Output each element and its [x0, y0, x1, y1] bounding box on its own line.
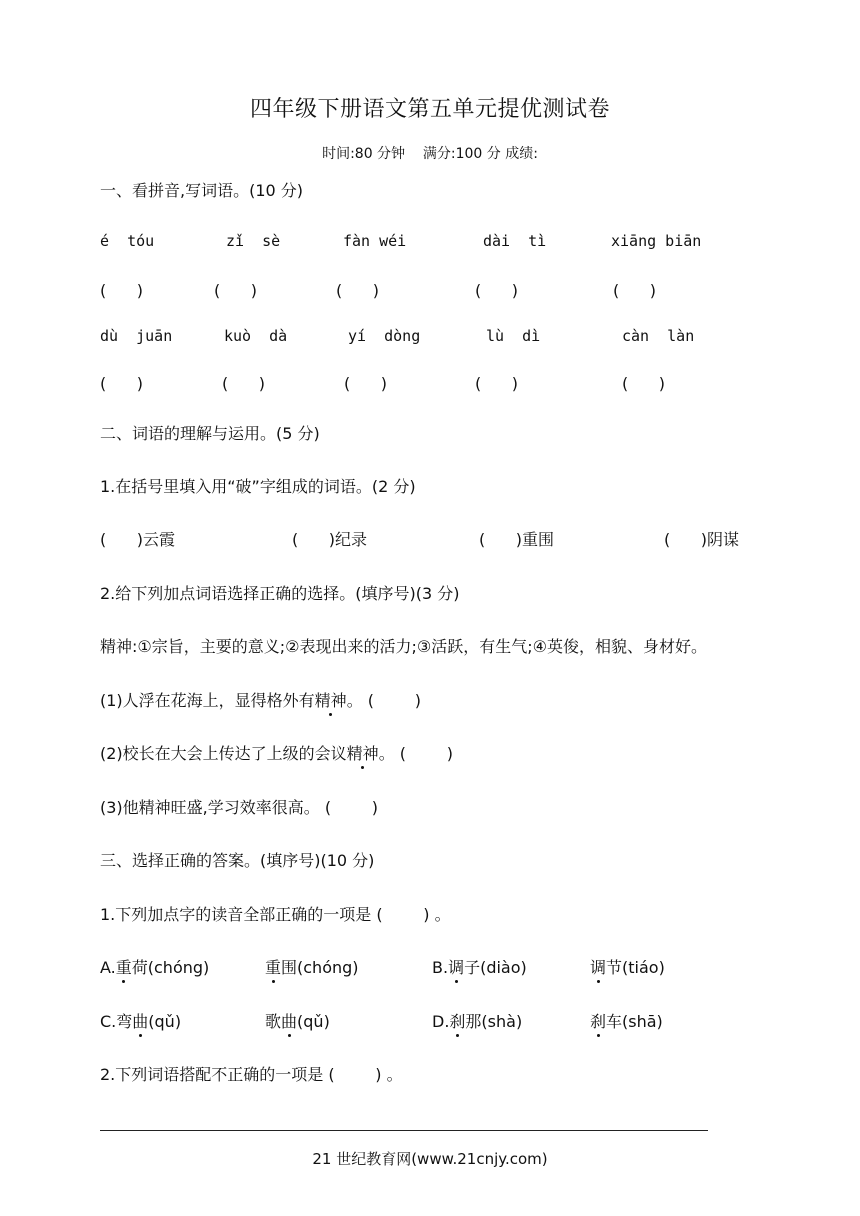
option-d-1[interactable]: [432, 1009, 522, 1032]
question-3-1-prompt: 1.下列加点字的读音全部正确的一项是 ( ) 。: [100, 905, 451, 924]
section1-heading: 一、看拼音,写词语。(10 分): [100, 181, 304, 200]
option-text: 荷(chóng): [131, 958, 210, 977]
answer-blank[interactable]: ( ): [100, 374, 143, 393]
pinyin-item: xiāng biān: [611, 232, 702, 250]
option-letter: A.: [100, 958, 116, 977]
answer-blank[interactable]: ( ): [613, 281, 656, 300]
section3-heading: 三、选择正确的答案。(填序号)(10 分): [100, 851, 375, 870]
sentence-3[interactable]: (3)他精神旺盛,学习效率很高。 ( ): [100, 798, 379, 817]
option-text: 那(shà): [465, 1012, 523, 1031]
option-text: 节(tiáo): [606, 958, 665, 977]
fill-item[interactable]: ( )纪录: [292, 530, 368, 549]
option-text: 车(shā): [606, 1012, 663, 1031]
pinyin-item: zǐ sè: [226, 232, 281, 250]
pinyin-item: é tóu: [100, 232, 155, 250]
dotted-char: 曲: [281, 1009, 297, 1032]
option-a-1[interactable]: [100, 955, 209, 978]
answer-blank[interactable]: ( ): [214, 281, 257, 300]
answer-blank[interactable]: ( ): [222, 374, 265, 393]
option-text: 子(diào): [464, 958, 527, 977]
sentence-1: [100, 688, 421, 711]
pinyin-item: dù juān: [100, 327, 173, 345]
fill-item[interactable]: ( )阴谋: [664, 530, 740, 549]
dotted-char: 调: [448, 955, 464, 978]
answer-blank[interactable]: ( ): [336, 281, 379, 300]
fill-item[interactable]: ( )云霞: [100, 530, 176, 549]
pinyin-item: lù dì: [486, 327, 541, 345]
sentence-text: (1)人浮在花海上，显得格外有: [100, 691, 315, 710]
dotted-char: 刹: [449, 1009, 465, 1032]
dotted-word: 精神: [347, 741, 379, 764]
option-letter: D.: [432, 1012, 450, 1031]
sentence-text: (2)校长在大会上传达了上级的会议: [100, 744, 347, 763]
pinyin-item: yí dòng: [348, 327, 421, 345]
answer-blank[interactable]: ( ): [100, 281, 143, 300]
question-3-2-prompt: 2.下列词语搭配不正确的一项是 ( ) 。: [100, 1065, 403, 1084]
dotted-char: 重: [116, 955, 132, 978]
option-letter: B.: [432, 958, 449, 977]
option-b-2[interactable]: [590, 955, 665, 978]
footer-divider: [100, 1130, 708, 1131]
option-a-2[interactable]: [265, 955, 359, 978]
option-letter: C.弯: [100, 1012, 133, 1031]
footer-source: 21 世纪教育网(www.21cnjy.com): [312, 1150, 548, 1168]
answer-blank[interactable]: 。 ( ): [378, 744, 453, 763]
question-2-2-prompt: 2.给下列加点词语选择正确的选择。(填序号)(3 分): [100, 584, 460, 603]
dotted-char: 曲: [132, 1009, 148, 1032]
option-text: 围(chóng): [281, 958, 359, 977]
answer-blank[interactable]: 。 ( ): [346, 691, 421, 710]
page-title: 四年级下册语文第五单元提优测试卷: [249, 97, 610, 122]
question-2-1-prompt: 1.在括号里填入用“破”字组成的词语。(2 分): [100, 477, 416, 496]
answer-blank[interactable]: ( ): [475, 281, 518, 300]
dotted-char: 调: [590, 955, 606, 978]
option-b-1[interactable]: [432, 955, 527, 978]
option-text: (qǔ): [148, 1012, 182, 1031]
answer-blank[interactable]: ( ): [344, 374, 387, 393]
answer-blank[interactable]: ( ): [475, 374, 518, 393]
definition-text: 精神:①宗旨，主要的意义;②表现出来的活力;③活跃，有生气;④英俊，相貌、身材好。: [100, 637, 707, 656]
pinyin-item: dài tì: [483, 232, 547, 250]
option-c-1[interactable]: [100, 1009, 181, 1032]
sentence-2: [100, 741, 453, 764]
answer-blank[interactable]: ( ): [622, 374, 665, 393]
pinyin-item: càn làn: [622, 327, 695, 345]
option-c-2[interactable]: [265, 1009, 330, 1032]
option-text: 歌: [265, 1012, 282, 1031]
pinyin-item: kuò dà: [224, 327, 288, 345]
exam-meta: 时间:80 分钟 满分:100 分 成绩:: [322, 146, 538, 162]
section2-heading: 二、词语的理解与运用。(5 分): [100, 424, 320, 443]
option-text: (qǔ): [297, 1012, 330, 1031]
dotted-char: 重: [265, 955, 281, 978]
dotted-word: 精神: [315, 688, 347, 711]
pinyin-item: fàn wéi: [343, 232, 407, 250]
fill-item[interactable]: ( )重围: [479, 530, 555, 549]
dotted-char: 刹: [590, 1009, 606, 1032]
option-d-2[interactable]: [590, 1009, 663, 1032]
